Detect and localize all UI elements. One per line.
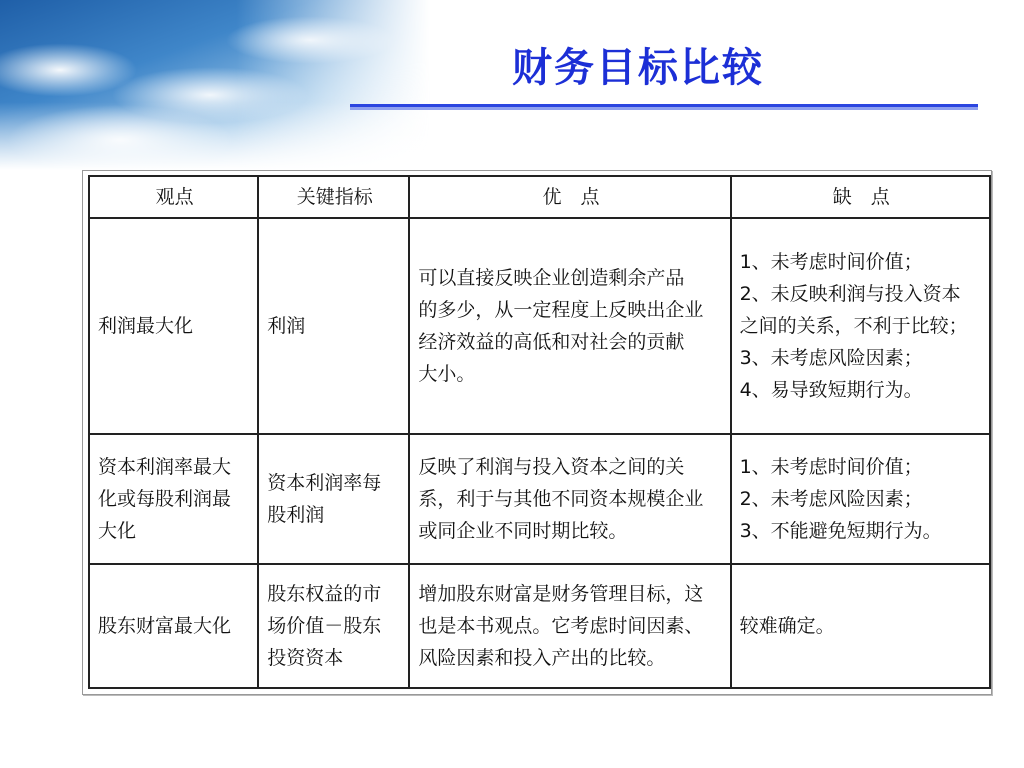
- cell-text: 利润最大化: [98, 315, 194, 337]
- cell-line: 资本利润率最大: [98, 456, 232, 478]
- cell-indicator: [258, 218, 409, 434]
- cell-line: 也是本书观点。它考虑时间因素、: [418, 615, 704, 637]
- cell-line: 反映了利润与投入资本之间的关: [418, 456, 685, 478]
- cell-line: 系，利于与其他不同资本规模企业: [418, 488, 704, 510]
- cell-line: 或同企业不同时期比较。: [418, 520, 628, 542]
- cell-line: 3、不能避免短期行为。: [739, 520, 942, 542]
- cell-line: 大小。: [418, 363, 476, 385]
- cell-line: 场价值－股东: [267, 615, 382, 637]
- cell-line: 风险因素和投入产出的比较。: [418, 647, 666, 669]
- cell-line: 股利润: [267, 504, 325, 526]
- cell-line: 经济效益的高低和对社会的贡献: [418, 331, 685, 353]
- cell-line: 3、未考虑风险因素；: [739, 347, 923, 369]
- cell-disadvantages: [731, 564, 990, 688]
- cell-indicator: [258, 434, 409, 564]
- table-row: [89, 564, 990, 688]
- cell-line: 1、未考虑时间价值；: [739, 251, 923, 273]
- cell-line: 1、未考虑时间价值；: [739, 456, 923, 478]
- cell-text: 股东财富最大化: [98, 615, 232, 637]
- cell-line: 增加股东财富是财务管理目标，这: [418, 583, 704, 605]
- cell-viewpoint: [89, 434, 258, 564]
- cell-text: 利润: [267, 315, 306, 337]
- cell-line: 4、易导致短期行为。: [739, 379, 923, 401]
- cell-line: 可以直接反映企业创造剩余产品: [418, 267, 685, 289]
- cell-line: 2、未反映利润与投入资本: [739, 283, 961, 305]
- table-row: [89, 434, 990, 564]
- cell-viewpoint: [89, 218, 258, 434]
- cell-advantages: [409, 564, 730, 688]
- cell-line: 大化: [98, 520, 137, 542]
- cell-line: 的多少，从一定程度上反映出企业: [418, 299, 704, 321]
- cell-line: 投资资本: [267, 647, 344, 669]
- header-indicator: 关键指标: [258, 176, 409, 218]
- cell-disadvantages: [731, 434, 990, 564]
- header-disadvantages: 缺 点: [731, 176, 990, 218]
- header-viewpoint: 观点: [89, 176, 258, 218]
- table-header-row: [89, 176, 990, 218]
- header-advantages: 优 点: [409, 176, 730, 218]
- cell-advantages: [409, 218, 730, 434]
- slide-title: 财务目标比较: [512, 45, 764, 91]
- sky-fade-overlay: [0, 0, 430, 170]
- comparison-table: [88, 175, 991, 689]
- cell-disadvantages: [731, 218, 990, 434]
- table-frame: [82, 170, 992, 695]
- cell-line: 2、未考虑风险因素；: [739, 488, 923, 510]
- cell-indicator: [258, 564, 409, 688]
- cell-line: 化或每股利润最: [98, 488, 232, 510]
- table-row: [89, 218, 990, 434]
- title-underline: [350, 104, 978, 107]
- cell-advantages: [409, 434, 730, 564]
- cell-line: 股东权益的市: [267, 583, 382, 605]
- cell-line: 资本利润率每: [267, 472, 382, 494]
- cell-line: 之间的关系，不利于比较；: [739, 315, 968, 337]
- cell-line: 较难确定。: [739, 615, 835, 637]
- cell-viewpoint: [89, 564, 258, 688]
